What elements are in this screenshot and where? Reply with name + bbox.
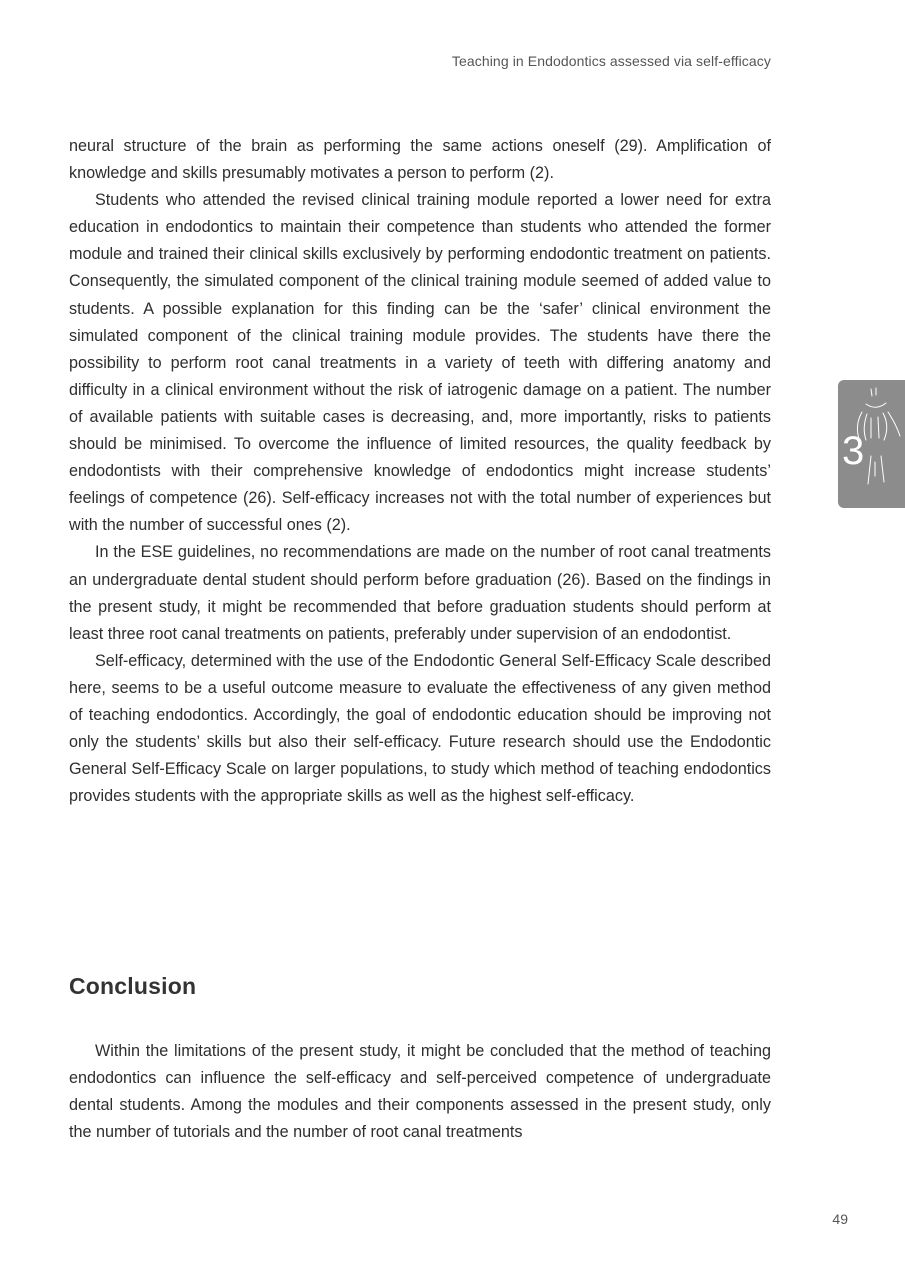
chapter-number: 3	[842, 429, 865, 473]
conclusion-text	[69, 1038, 771, 1146]
body-text	[69, 133, 771, 810]
paragraph-ese-guidelines: In the ESE guidelines, no recommendations are made on the number of root canal treatments an undergraduate dental student should perform before graduation (26). Based on the findings in the present study, it might be recommended that before graduation students should perform at least three root canal treatments on patients, preferably under supervision of an endodontist.	[69, 543, 771, 643]
paragraph-clinical-training: Students who attended the revised clinical training module reported a lower need for extra education in endodontics to maintain their competence than students who attended the former module and trained their clinical skills exclusively by performing endodontic treatment on patients. Consequently, the simulated component of the clinical training module seemed of added value to students. A possible explanation for this finding can be the ‘safer’ clinical environment the simulated component of the clinical training module provides. The students have there the possibility to perform root canal treatments in a variety of teeth with differing anatomy and difficulty in a clinical environment without the risk of iatrogenic damage on a patient. The number of available patients with suitable cases is decreasing, and, more importantly, risks to patients should be minimised. To overcome the influence of limited resources, the quality feedback by endodontists with their comprehensive knowledge of endodontics might increase students’ feelings of competence (26). Self-efficacy increases not with the total number of experiences but with the number of successful ones (2).	[69, 191, 771, 535]
paragraph-self-efficacy-scale: Self-efficacy, determined with the use of the Endodontic General Self-Efficacy Scale described here, seems to be a useful outcome measure to evaluate the effectiveness of any given method of teaching endodontics. Accordingly, the goal of endodontic education should be improving not only the students’ skills but also their self-efficacy. Future research should use the Endodontic General Self-Efficacy Scale on larger populations, to study which method of teaching endodontics provides students with the appropriate skills as well as the highest self-efficacy.	[69, 651, 771, 806]
paragraph-continuation: neural structure of the brain as performing the same actions oneself (29). Amplification of knowledge and skills presumably motivates a person to perform (2).	[69, 137, 771, 183]
section-heading-conclusion: Conclusion	[69, 973, 197, 999]
page-number: 49	[832, 1211, 848, 1227]
running-header: Teaching in Endodontics assessed via self-efficacy	[451, 53, 771, 69]
paragraph-conclusion: Within the limitations of the present study, it might be concluded that the method of teaching endodontics can influence the self-efficacy and self-perceived competence of undergraduate dental students. Among the modules and their components assessed in the present study, only the number of tutorials and the number of root canal treatments	[69, 1042, 771, 1142]
chapter-figure-icon	[838, 380, 905, 508]
chapter-tab	[838, 380, 905, 508]
